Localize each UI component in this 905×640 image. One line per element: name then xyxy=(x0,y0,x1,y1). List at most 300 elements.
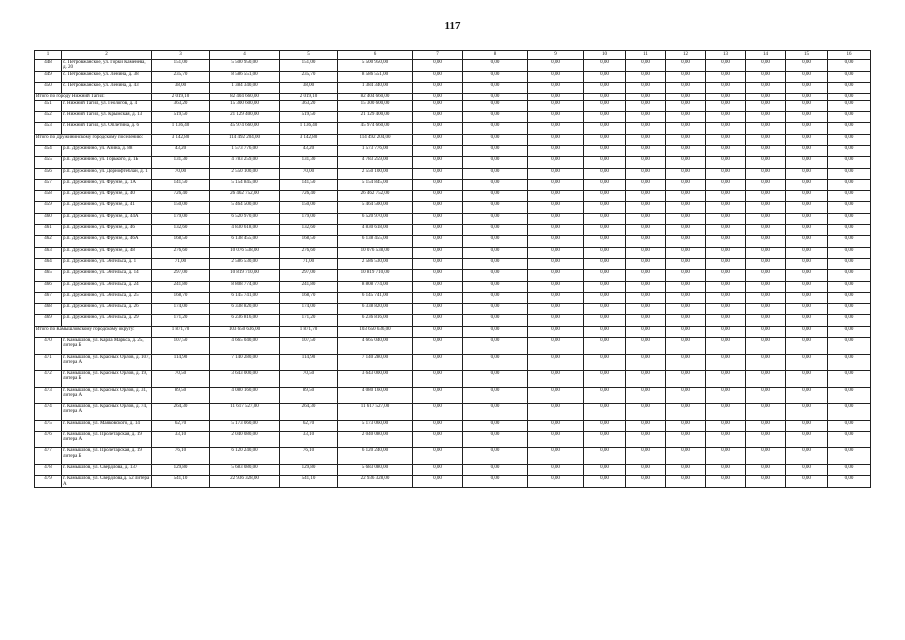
table-cell: 726,40 xyxy=(152,191,210,202)
table-cell: 0,00 xyxy=(463,134,528,145)
table-cell: 168,70 xyxy=(280,292,338,303)
table-cell: 0,00 xyxy=(584,371,626,388)
row-number-cell: 448 xyxy=(35,60,62,72)
table-cell: 0,00 xyxy=(413,354,463,371)
table-cell: 0,00 xyxy=(746,354,786,371)
table-cell: 0,00 xyxy=(463,100,528,111)
table-row xyxy=(35,225,871,236)
address-cell: р.п. Дружинино, ул. Фрунзе, д. 1А xyxy=(62,179,152,190)
table-cell: 0,00 xyxy=(786,354,828,371)
row-number-cell: 471 xyxy=(35,354,62,371)
table-cell: 0,00 xyxy=(706,258,746,269)
table-cell: 0,00 xyxy=(626,247,666,258)
address-cell: р.п. Дружинино, ул. Энгельса, д. 26 xyxy=(62,304,152,315)
table-cell: 171,20 xyxy=(152,315,210,326)
table-cell: 0,00 xyxy=(786,191,828,202)
table-row xyxy=(35,420,871,431)
table-cell: 0,00 xyxy=(584,123,626,134)
table-cell: 0,00 xyxy=(528,213,584,224)
table-cell: 0,00 xyxy=(413,191,463,202)
table-cell: 0,00 xyxy=(463,236,528,247)
table-cell: 0,00 xyxy=(706,448,746,465)
row-number-cell: 475 xyxy=(35,420,62,431)
column-number-header: 7 xyxy=(413,51,463,60)
table-cell: 0,00 xyxy=(584,326,626,337)
table-cell: 114 492 204,00 xyxy=(338,134,413,145)
table-cell: 0,00 xyxy=(584,71,626,82)
row-number-cell: 450 xyxy=(35,83,62,94)
table-cell: 241,80 xyxy=(152,281,210,292)
table-cell: 0,00 xyxy=(584,315,626,326)
table-cell: 0,00 xyxy=(786,213,828,224)
table-cell: 11 617 527,00 xyxy=(210,404,280,421)
table-cell: 0,00 xyxy=(666,247,706,258)
table-cell: 0,00 xyxy=(463,448,528,465)
table-cell: 0,00 xyxy=(666,292,706,303)
table-cell: 107,50 xyxy=(280,338,338,355)
table-cell: 8 586 551,00 xyxy=(338,71,413,82)
table-cell: 0,00 xyxy=(746,326,786,337)
table-cell: 0,00 xyxy=(413,270,463,281)
table-cell: 235,70 xyxy=(152,71,210,82)
table-cell: 1 871,70 xyxy=(152,326,210,337)
table-cell: 0,00 xyxy=(746,338,786,355)
table-cell: 0,00 xyxy=(584,191,626,202)
table-cell: 2 040 080,00 xyxy=(338,431,413,448)
table-cell: 541,10 xyxy=(280,476,338,488)
table-cell: 0,00 xyxy=(626,112,666,123)
table-cell: 0,00 xyxy=(528,315,584,326)
table-cell: 0,00 xyxy=(584,94,626,100)
table-cell: 0,00 xyxy=(706,134,746,145)
table-cell: 0,00 xyxy=(528,258,584,269)
table-cell: 0,00 xyxy=(626,179,666,190)
table-cell: 0,00 xyxy=(413,134,463,145)
table-cell: 0,00 xyxy=(528,157,584,168)
table-cell: 0,00 xyxy=(828,404,871,421)
table-cell: 103 650 636,00 xyxy=(210,326,280,337)
table-cell: 0,00 xyxy=(828,60,871,72)
address-cell: р.п. Дружинино, ул. Энгельса, д. 14 xyxy=(62,270,152,281)
table-cell: 0,00 xyxy=(528,100,584,111)
column-number-header: 9 xyxy=(528,51,584,60)
table-cell: 70,00 xyxy=(152,168,210,179)
table-row xyxy=(35,292,871,303)
table-cell: 0,00 xyxy=(626,304,666,315)
table-cell: 264,30 xyxy=(152,404,210,421)
column-number-header: 16 xyxy=(828,51,871,60)
table-row xyxy=(35,270,871,281)
row-number-cell: 457 xyxy=(35,179,62,190)
table-cell: 1 871,70 xyxy=(280,326,338,337)
table-cell: 297,00 xyxy=(280,270,338,281)
table-cell: 0,00 xyxy=(746,404,786,421)
table-cell: 0,00 xyxy=(828,247,871,258)
table-cell: 0,00 xyxy=(666,71,706,82)
subtotal-label: Итого по городу Нижний Тагил: xyxy=(35,94,152,100)
table-cell: 0,00 xyxy=(626,213,666,224)
table-cell: 0,00 xyxy=(413,371,463,388)
address-cell: р.п. Дружинино, ул. Энгельса, д. 1 xyxy=(62,258,152,269)
table-cell: 3 643 000,00 xyxy=(210,371,280,388)
table-cell: 0,00 xyxy=(528,146,584,157)
table-cell: 129,80 xyxy=(280,464,338,475)
table-row xyxy=(35,202,871,213)
table-cell: 0,00 xyxy=(584,404,626,421)
table-cell: 76,10 xyxy=(152,448,210,465)
table-cell: 0,00 xyxy=(746,213,786,224)
table-cell: 276,60 xyxy=(280,247,338,258)
table-cell: 2 550 100,00 xyxy=(338,168,413,179)
table-cell: 0,00 xyxy=(584,338,626,355)
table-cell: 2 040 080,00 xyxy=(210,431,280,448)
table-cell: 0,00 xyxy=(706,338,746,355)
table-cell: 0,00 xyxy=(666,404,706,421)
column-number-header: 3 xyxy=(152,51,210,60)
row-number-cell: 452 xyxy=(35,112,62,123)
table-cell: 0,00 xyxy=(786,123,828,134)
table-cell: 0,00 xyxy=(706,247,746,258)
table-cell: 264,30 xyxy=(280,404,338,421)
table-cell: 0,00 xyxy=(786,431,828,448)
table-cell: 33,10 xyxy=(280,431,338,448)
table-cell: 0,00 xyxy=(828,315,871,326)
table-cell: 0,00 xyxy=(463,60,528,72)
table-cell: 0,00 xyxy=(746,146,786,157)
table-cell: 0,00 xyxy=(463,371,528,388)
table-cell: 0,00 xyxy=(706,404,746,421)
table-cell: 0,00 xyxy=(626,326,666,337)
table-cell: 0,00 xyxy=(413,258,463,269)
address-cell: г. Камышлов, ул. Свердлова,д. 52 литера А xyxy=(62,476,152,488)
row-number-cell: 472 xyxy=(35,371,62,388)
table-cell: 0,00 xyxy=(463,315,528,326)
column-number-header: 12 xyxy=(666,51,706,60)
row-number-cell: 459 xyxy=(35,202,62,213)
table-cell: 0,00 xyxy=(828,157,871,168)
table-cell: 0,00 xyxy=(706,281,746,292)
table-cell: 0,00 xyxy=(706,304,746,315)
table-cell: 3 142,80 xyxy=(152,134,210,145)
table-cell: 71,00 xyxy=(152,258,210,269)
table-cell: 0,00 xyxy=(463,338,528,355)
table-cell: 0,00 xyxy=(463,191,528,202)
table-cell: 0,00 xyxy=(463,202,528,213)
table-cell: 235,70 xyxy=(280,71,338,82)
table-cell: 0,00 xyxy=(463,354,528,371)
address-cell: р.п. Дружинино, ул. Энгельса, д. 29 xyxy=(62,315,152,326)
table-cell: 0,00 xyxy=(786,94,828,100)
table-cell: 0,00 xyxy=(463,270,528,281)
table-cell: 0,00 xyxy=(463,326,528,337)
address-cell: р.п. Дружинино, ул. Горького, д. 1Б xyxy=(62,157,152,168)
table-cell: 129,80 xyxy=(152,464,210,475)
table-cell: 0,00 xyxy=(666,202,706,213)
table-cell: 0,00 xyxy=(528,191,584,202)
table-cell: 0,00 xyxy=(746,315,786,326)
row-number-cell: 465 xyxy=(35,270,62,281)
table-cell: 0,00 xyxy=(626,83,666,94)
table-cell: 0,00 xyxy=(626,225,666,236)
table-cell: 0,00 xyxy=(584,157,626,168)
table-cell: 43,20 xyxy=(280,146,338,157)
address-cell: г. Камышлов, ул. Пролетарская, д. 19 литера Б xyxy=(62,448,152,465)
table-cell: 0,00 xyxy=(666,270,706,281)
table-cell: 0,00 xyxy=(626,338,666,355)
row-number-cell: 460 xyxy=(35,213,62,224)
table-cell: 168,50 xyxy=(152,236,210,247)
table-cell: 0,00 xyxy=(828,225,871,236)
table-cell: 0,00 xyxy=(413,225,463,236)
table-cell: 0,00 xyxy=(413,236,463,247)
table-cell: 71,00 xyxy=(280,258,338,269)
table-cell: 0,00 xyxy=(528,404,584,421)
table-cell: 0,00 xyxy=(828,354,871,371)
table-cell: 0,00 xyxy=(626,464,666,475)
table-cell: 15 300 600,00 xyxy=(338,100,413,111)
table-cell: 0,00 xyxy=(463,420,528,431)
table-cell: 131,30 xyxy=(152,157,210,168)
table-cell: 0,00 xyxy=(413,247,463,258)
table-cell: 0,00 xyxy=(706,315,746,326)
table-cell: 151,00 xyxy=(280,60,338,72)
address-cell: г. Камышлов, ул. Пролетарская, д. 19 литера А xyxy=(62,431,152,448)
table-cell: 0,00 xyxy=(584,60,626,72)
table-cell: 0,00 xyxy=(528,179,584,190)
table-cell: 0,00 xyxy=(413,476,463,488)
table-cell: 0,00 xyxy=(413,304,463,315)
row-number-cell: 463 xyxy=(35,247,62,258)
table-cell: 0,00 xyxy=(666,387,706,404)
table-cell: 0,00 xyxy=(528,448,584,465)
table-cell: 0,00 xyxy=(666,464,706,475)
address-cell: г. Камышлов, ул. Красных Орлов, д. 31, литера А xyxy=(62,387,152,404)
table-row xyxy=(35,404,871,421)
table-cell: 132,60 xyxy=(280,225,338,236)
table-cell: 0,00 xyxy=(706,225,746,236)
row-number-cell: 462 xyxy=(35,236,62,247)
table-cell: 4 665 040,00 xyxy=(210,338,280,355)
table-cell: 6 145 741,00 xyxy=(338,292,413,303)
table-cell: 0,00 xyxy=(706,157,746,168)
table-cell: 0,00 xyxy=(828,464,871,475)
table-row xyxy=(35,281,871,292)
table-cell: 5 500 950,00 xyxy=(210,60,280,72)
table-cell: 0,00 xyxy=(463,476,528,488)
table-cell: 0,00 xyxy=(413,179,463,190)
table-cell: 26 462 752,00 xyxy=(338,191,413,202)
table-cell: 0,00 xyxy=(413,448,463,465)
table-cell: 0,00 xyxy=(786,338,828,355)
table-cell: 0,00 xyxy=(746,431,786,448)
table-cell: 0,00 xyxy=(463,404,528,421)
table-cell: 0,00 xyxy=(828,387,871,404)
table-cell: 0,00 xyxy=(528,371,584,388)
table-cell: 4 783 259,00 xyxy=(338,157,413,168)
table-cell: 0,00 xyxy=(786,476,828,488)
table-cell: 5 173 060,00 xyxy=(338,420,413,431)
address-cell: р.п. Дружинино, ул. Фрунзе, д. 46А xyxy=(62,236,152,247)
table-row xyxy=(35,179,871,190)
address-cell: с. Петровжанское, ул. Ленина, д. 43 xyxy=(62,83,152,94)
table-cell: 0,00 xyxy=(626,431,666,448)
table-cell: 0,00 xyxy=(706,94,746,100)
table-cell: 0,00 xyxy=(528,420,584,431)
table-cell: 0,00 xyxy=(666,168,706,179)
table-cell: 0,00 xyxy=(706,191,746,202)
table-cell: 0,00 xyxy=(706,270,746,281)
table-cell: 0,00 xyxy=(746,464,786,475)
table-cell: 0,00 xyxy=(786,387,828,404)
row-number-cell: 456 xyxy=(35,168,62,179)
address-cell: с. Петровжанское, ул. Горки Каменева, д. 20 xyxy=(62,60,152,72)
row-number-cell: 477 xyxy=(35,448,62,465)
table-cell: 0,00 xyxy=(626,315,666,326)
table-cell: 4 830 618,00 xyxy=(210,225,280,236)
column-number-header: 15 xyxy=(786,51,828,60)
table-cell: 0,00 xyxy=(786,202,828,213)
column-number-header: 6 xyxy=(338,51,413,60)
table-cell: 0,00 xyxy=(786,326,828,337)
table-cell: 114,90 xyxy=(280,354,338,371)
table-cell: 0,00 xyxy=(746,371,786,388)
table-cell: 0,00 xyxy=(413,60,463,72)
table-cell: 0,00 xyxy=(413,94,463,100)
table-cell: 0,00 xyxy=(626,157,666,168)
column-number-row xyxy=(35,51,871,60)
table-cell: 8 586 551,00 xyxy=(210,71,280,82)
table-cell: 0,00 xyxy=(584,420,626,431)
table-cell: 0,00 xyxy=(463,146,528,157)
table-cell: 4 665 040,00 xyxy=(338,338,413,355)
table-row xyxy=(35,71,871,82)
column-number-header: 10 xyxy=(584,51,626,60)
table-row xyxy=(35,338,871,355)
table-cell: 0,00 xyxy=(528,202,584,213)
address-cell: р.п. Дружинино, ул. Азина, д. 88 xyxy=(62,146,152,157)
table-cell: 0,00 xyxy=(413,420,463,431)
table-cell: 70,00 xyxy=(280,168,338,179)
address-cell: р.п. Дружинино, ул. Фрунзе, д. 48 xyxy=(62,247,152,258)
row-number-cell: 467 xyxy=(35,292,62,303)
row-number-cell: 470 xyxy=(35,338,62,355)
table-cell: 0,00 xyxy=(666,157,706,168)
table-cell: 0,00 xyxy=(666,448,706,465)
table-cell: 0,00 xyxy=(666,225,706,236)
table-row xyxy=(35,354,871,371)
table-cell: 150,00 xyxy=(152,202,210,213)
table-cell: 0,00 xyxy=(666,420,706,431)
row-number-cell: 476 xyxy=(35,431,62,448)
address-cell: с. Петровжанское, ул. Ленина, д. 38 xyxy=(62,71,152,82)
table-cell: 0,00 xyxy=(463,94,528,100)
table-cell: 0,00 xyxy=(786,71,828,82)
table-cell: 0,00 xyxy=(746,236,786,247)
table-cell: 70,50 xyxy=(152,371,210,388)
table-cell: 0,00 xyxy=(626,94,666,100)
table-cell: 1 136,40 xyxy=(152,123,210,134)
table-cell: 0,00 xyxy=(828,371,871,388)
table-cell: 0,00 xyxy=(584,236,626,247)
table-cell: 45 974 660,00 xyxy=(210,123,280,134)
address-cell: р.п. Дружинино, ул. Фрунзе, д. 46 xyxy=(62,225,152,236)
table-cell: 131,30 xyxy=(280,157,338,168)
table-cell: 6 120 240,00 xyxy=(338,448,413,465)
address-cell: р.п. Дружинино, ул. Фрунзе, д. 44А xyxy=(62,213,152,224)
table-cell: 541,10 xyxy=(152,476,210,488)
table-cell: 0,00 xyxy=(746,270,786,281)
table-cell: 3 643 000,00 xyxy=(338,371,413,388)
table-cell: 0,00 xyxy=(786,83,828,94)
table-cell: 0,00 xyxy=(786,315,828,326)
table-cell: 0,00 xyxy=(413,146,463,157)
table-cell: 0,00 xyxy=(528,225,584,236)
row-number-cell: 466 xyxy=(35,281,62,292)
table-cell: 0,00 xyxy=(706,146,746,157)
table-cell: 114 492 204,00 xyxy=(210,134,280,145)
table-cell: 76,10 xyxy=(280,448,338,465)
table-row xyxy=(35,387,871,404)
table-cell: 0,00 xyxy=(828,431,871,448)
table-cell: 6 338 820,00 xyxy=(338,304,413,315)
table-row xyxy=(35,448,871,465)
table-cell: 0,00 xyxy=(626,404,666,421)
table-cell: 0,00 xyxy=(413,168,463,179)
table-cell: 10 076 538,00 xyxy=(338,247,413,258)
address-cell: г. Нижний Тагил, ул. Геологов, д. 4 xyxy=(62,100,152,111)
table-cell: 6 520 970,00 xyxy=(338,213,413,224)
subtotal-label: Итого по Камышловскому городскому округу: xyxy=(35,326,152,337)
table-cell: 0,00 xyxy=(746,387,786,404)
table-cell: 174,00 xyxy=(280,304,338,315)
table-cell: 0,00 xyxy=(786,146,828,157)
table-cell: 8 808 774,00 xyxy=(210,281,280,292)
table-cell: 0,00 xyxy=(413,123,463,134)
table-row xyxy=(35,83,871,94)
subtotal-label: Итого по Дружининскому городскому поселению: xyxy=(35,134,152,145)
table-cell: 0,00 xyxy=(463,179,528,190)
table-cell: 0,00 xyxy=(706,431,746,448)
table-cell: 7 140 280,00 xyxy=(338,354,413,371)
table-cell: 5 500 950,00 xyxy=(338,60,413,72)
table-cell: 0,00 xyxy=(706,213,746,224)
table-cell: 0,00 xyxy=(528,60,584,72)
table-cell: 0,00 xyxy=(828,258,871,269)
table-cell: 0,00 xyxy=(463,83,528,94)
table-cell: 1 573 776,00 xyxy=(338,146,413,157)
table-cell: 0,00 xyxy=(528,387,584,404)
table-cell: 0,00 xyxy=(626,100,666,111)
table-cell: 0,00 xyxy=(528,94,584,100)
table-cell: 0,00 xyxy=(463,213,528,224)
table-cell: 0,00 xyxy=(413,326,463,337)
table-cell: 132,60 xyxy=(152,225,210,236)
table-cell: 5 464 500,00 xyxy=(338,202,413,213)
table-cell: 0,00 xyxy=(413,338,463,355)
table-cell: 0,00 xyxy=(706,236,746,247)
row-number-cell: 461 xyxy=(35,225,62,236)
table-cell: 0,00 xyxy=(666,236,706,247)
address-cell: г. Камышлов, ул. Красных Орлов, д. 74, литера А xyxy=(62,404,152,421)
table-cell: 0,00 xyxy=(626,60,666,72)
table-cell: 0,00 xyxy=(666,281,706,292)
table-cell: 0,00 xyxy=(786,100,828,111)
table-cell: 0,00 xyxy=(584,225,626,236)
table-cell: 1 136,40 xyxy=(280,123,338,134)
table-cell: 0,00 xyxy=(666,431,706,448)
table-cell: 0,00 xyxy=(746,83,786,94)
table-cell: 0,00 xyxy=(528,83,584,94)
